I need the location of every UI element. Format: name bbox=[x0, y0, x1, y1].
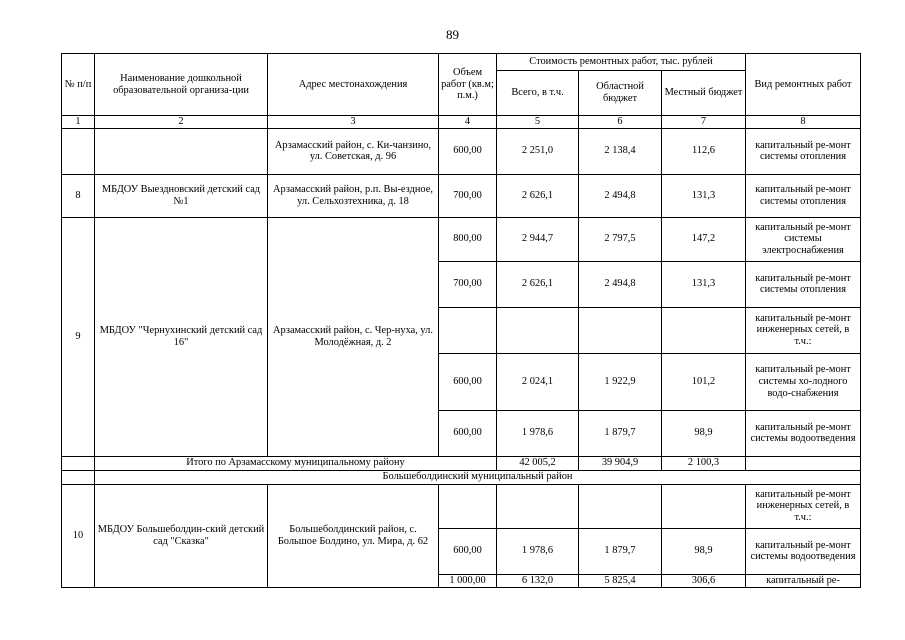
column-numbers-row bbox=[62, 116, 861, 129]
header-regional: Областной бюджет bbox=[579, 71, 662, 116]
row-total bbox=[497, 484, 579, 528]
row-name: МБДОУ Большеболдин-ский детский сад "Сказка" bbox=[95, 484, 268, 587]
row-no bbox=[62, 456, 95, 470]
row-volume: 600,00 bbox=[439, 410, 497, 456]
row-total: 1 978,6 bbox=[497, 528, 579, 574]
row-total: 2 024,1 bbox=[497, 353, 579, 410]
row-regional: 1 879,7 bbox=[579, 410, 662, 456]
row-regional: 1 922,9 bbox=[579, 353, 662, 410]
district-row bbox=[62, 470, 861, 484]
row-address: Арзамасский район, с. Чер-нуха, ул. Молодёжная, д. 2 bbox=[268, 217, 439, 456]
repair-works-table bbox=[61, 53, 861, 588]
row-name bbox=[95, 128, 268, 174]
row-total: 2 626,1 bbox=[497, 174, 579, 217]
row-local: 147,2 bbox=[662, 217, 746, 261]
row-work-type: капитальный ре-монт инженерных сетей, в т.ч.: bbox=[746, 484, 861, 528]
district-label: Большеболдинский муниципальный район bbox=[95, 470, 861, 484]
header-name: Наименование дошкольной образовательной организа-ции bbox=[95, 54, 268, 116]
total-row bbox=[62, 456, 861, 470]
table-row bbox=[62, 128, 861, 174]
row-work-type: капитальный ре-монт системы электроснабжения bbox=[746, 217, 861, 261]
row-no: 8 bbox=[62, 174, 95, 217]
row-local: 131,3 bbox=[662, 174, 746, 217]
header-total: Всего, в т.ч. bbox=[497, 71, 579, 116]
page-number: 89 bbox=[446, 27, 459, 42]
row-regional: 2 138,4 bbox=[579, 128, 662, 174]
row-total: 2 251,0 bbox=[497, 128, 579, 174]
col-number: 8 bbox=[746, 116, 861, 129]
row-local: 306,6 bbox=[662, 574, 746, 587]
row-regional: 5 825,4 bbox=[579, 574, 662, 587]
row-volume bbox=[439, 307, 497, 353]
col-number: 7 bbox=[662, 116, 746, 129]
header-local: Местный бюджет bbox=[662, 71, 746, 116]
header-cost-group: Стоимость ремонтных работ, тыс. рублей bbox=[497, 54, 746, 71]
row-name: МБДОУ Выездновский детский сад №1 bbox=[95, 174, 268, 217]
col-number: 2 bbox=[95, 116, 268, 129]
total-label: Итого по Арзамасскому муниципальному району bbox=[95, 456, 497, 470]
row-total: 2 626,1 bbox=[497, 261, 579, 307]
row-volume: 600,00 bbox=[439, 528, 497, 574]
table-header-row bbox=[62, 54, 861, 71]
row-work-type: капитальный ре-монт системы отопления bbox=[746, 261, 861, 307]
row-work-type: капитальный ре-монт инженерных сетей, в т.ч.: bbox=[746, 307, 861, 353]
row-no: 10 bbox=[62, 484, 95, 587]
row-regional: 2 797,5 bbox=[579, 217, 662, 261]
row-local: 131,3 bbox=[662, 261, 746, 307]
row-no: 9 bbox=[62, 217, 95, 456]
row-regional: 2 494,8 bbox=[579, 174, 662, 217]
row-regional: 1 879,7 bbox=[579, 528, 662, 574]
row-work-type: капитальный ре-монт системы водоотведения bbox=[746, 528, 861, 574]
row-volume: 800,00 bbox=[439, 217, 497, 261]
table-row bbox=[62, 217, 861, 261]
row-no bbox=[62, 128, 95, 174]
row-work-type: капитальный ре-монт системы водоотведения bbox=[746, 410, 861, 456]
row-volume: 700,00 bbox=[439, 261, 497, 307]
total-local: 2 100,3 bbox=[662, 456, 746, 470]
row-volume: 600,00 bbox=[439, 353, 497, 410]
header-address: Адрес местонахождения bbox=[268, 54, 439, 116]
row-total: 2 944,7 bbox=[497, 217, 579, 261]
row-local bbox=[662, 484, 746, 528]
row-address: Арзамасский район, р.п. Вы-ездное, ул. Сельхозтехника, д. 18 bbox=[268, 174, 439, 217]
col-number: 1 bbox=[62, 116, 95, 129]
total-work-type bbox=[746, 456, 861, 470]
col-number: 6 bbox=[579, 116, 662, 129]
table-row bbox=[62, 174, 861, 217]
table-row bbox=[62, 484, 861, 528]
col-number: 3 bbox=[268, 116, 439, 129]
row-work-type: капитальный ре-монт системы отопления bbox=[746, 128, 861, 174]
row-work-type: капитальный ре- bbox=[746, 574, 861, 587]
col-number: 5 bbox=[497, 116, 579, 129]
row-total: 6 132,0 bbox=[497, 574, 579, 587]
row-local: 98,9 bbox=[662, 410, 746, 456]
row-regional bbox=[579, 307, 662, 353]
header-work-type: Вид ремонтных работ bbox=[746, 54, 861, 116]
row-regional bbox=[579, 484, 662, 528]
row-volume bbox=[439, 484, 497, 528]
total-sum: 42 005,2 bbox=[497, 456, 579, 470]
row-local bbox=[662, 307, 746, 353]
row-local: 101,2 bbox=[662, 353, 746, 410]
header-volume: Объем работ (кв.м; п.м.) bbox=[439, 54, 497, 116]
row-address: Арзамасский район, с. Ки-чанзино, ул. Советская, д. 96 bbox=[268, 128, 439, 174]
row-address: Большеболдинский район, с. Большое Болдино, ул. Мира, д. 62 bbox=[268, 484, 439, 587]
row-volume: 1 000,00 bbox=[439, 574, 497, 587]
row-volume: 600,00 bbox=[439, 128, 497, 174]
row-work-type: капитальный ре-монт системы хо-лодного водо-снабжения bbox=[746, 353, 861, 410]
total-regional: 39 904,9 bbox=[579, 456, 662, 470]
row-local: 112,6 bbox=[662, 128, 746, 174]
col-number: 4 bbox=[439, 116, 497, 129]
row-total bbox=[497, 307, 579, 353]
row-volume: 700,00 bbox=[439, 174, 497, 217]
row-name: МБДОУ "Чернухинский детский сад 16" bbox=[95, 217, 268, 456]
row-total: 1 978,6 bbox=[497, 410, 579, 456]
header-no: № п/п bbox=[62, 54, 95, 116]
row-work-type: капитальный ре-монт системы отопления bbox=[746, 174, 861, 217]
row-local: 98,9 bbox=[662, 528, 746, 574]
row-no bbox=[62, 470, 95, 484]
row-regional: 2 494,8 bbox=[579, 261, 662, 307]
